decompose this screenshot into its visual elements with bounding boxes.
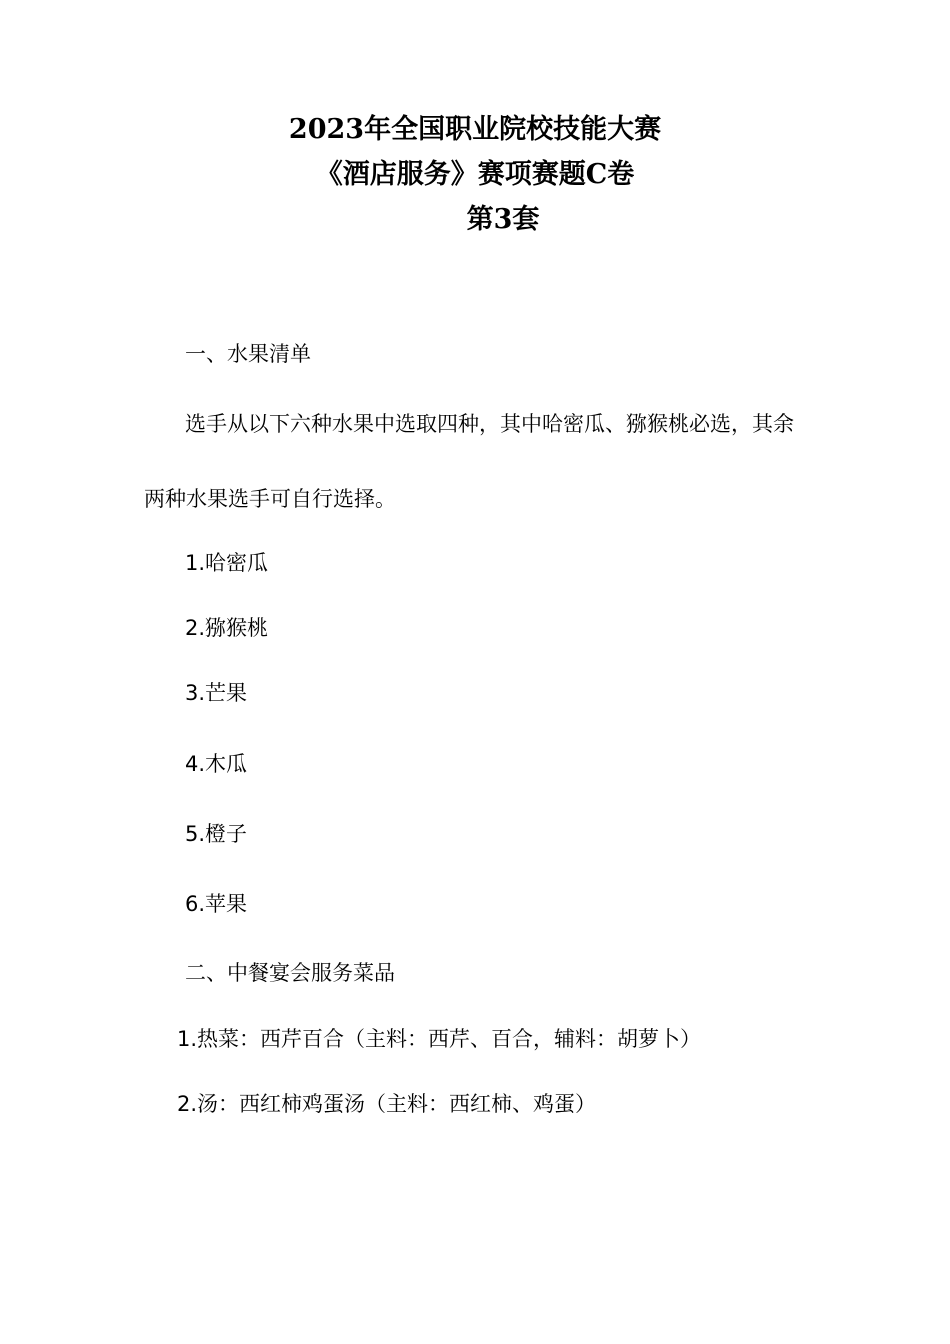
title-line-1: 2023年全国职业院校技能大赛 bbox=[288, 114, 662, 145]
fruit-list-item: 5.橙子 bbox=[185, 822, 248, 846]
section-heading-banquet-dishes: 二、中餐宴会服务菜品 bbox=[185, 961, 395, 985]
dish-list-item: 1.热菜：西芹百合（主料：西芹、百合，辅料：胡萝卜） bbox=[177, 1027, 702, 1051]
fruit-list-item: 4.木瓜 bbox=[185, 752, 248, 776]
fruit-list-item: 1.哈密瓜 bbox=[185, 551, 269, 575]
dish-list-item: 2.汤：西红柿鸡蛋汤（主料：西红柿、鸡蛋） bbox=[177, 1092, 597, 1116]
fruit-list-item: 3.芒果 bbox=[185, 681, 248, 705]
title-line-3: 第3套 bbox=[466, 204, 540, 235]
section-heading-fruit-list: 一、水果清单 bbox=[185, 342, 311, 366]
title-line-2: 《酒店服务》赛项赛题C卷 bbox=[315, 159, 635, 190]
fruit-intro-line-2: 两种水果选手可自行选择。 bbox=[144, 487, 396, 511]
fruit-intro-line-1: 选手从以下六种水果中选取四种，其中哈密瓜、猕猴桃必选，其余 bbox=[185, 412, 794, 436]
fruit-list-item: 6.苹果 bbox=[185, 892, 248, 916]
fruit-list-item: 2.猕猴桃 bbox=[185, 616, 269, 640]
